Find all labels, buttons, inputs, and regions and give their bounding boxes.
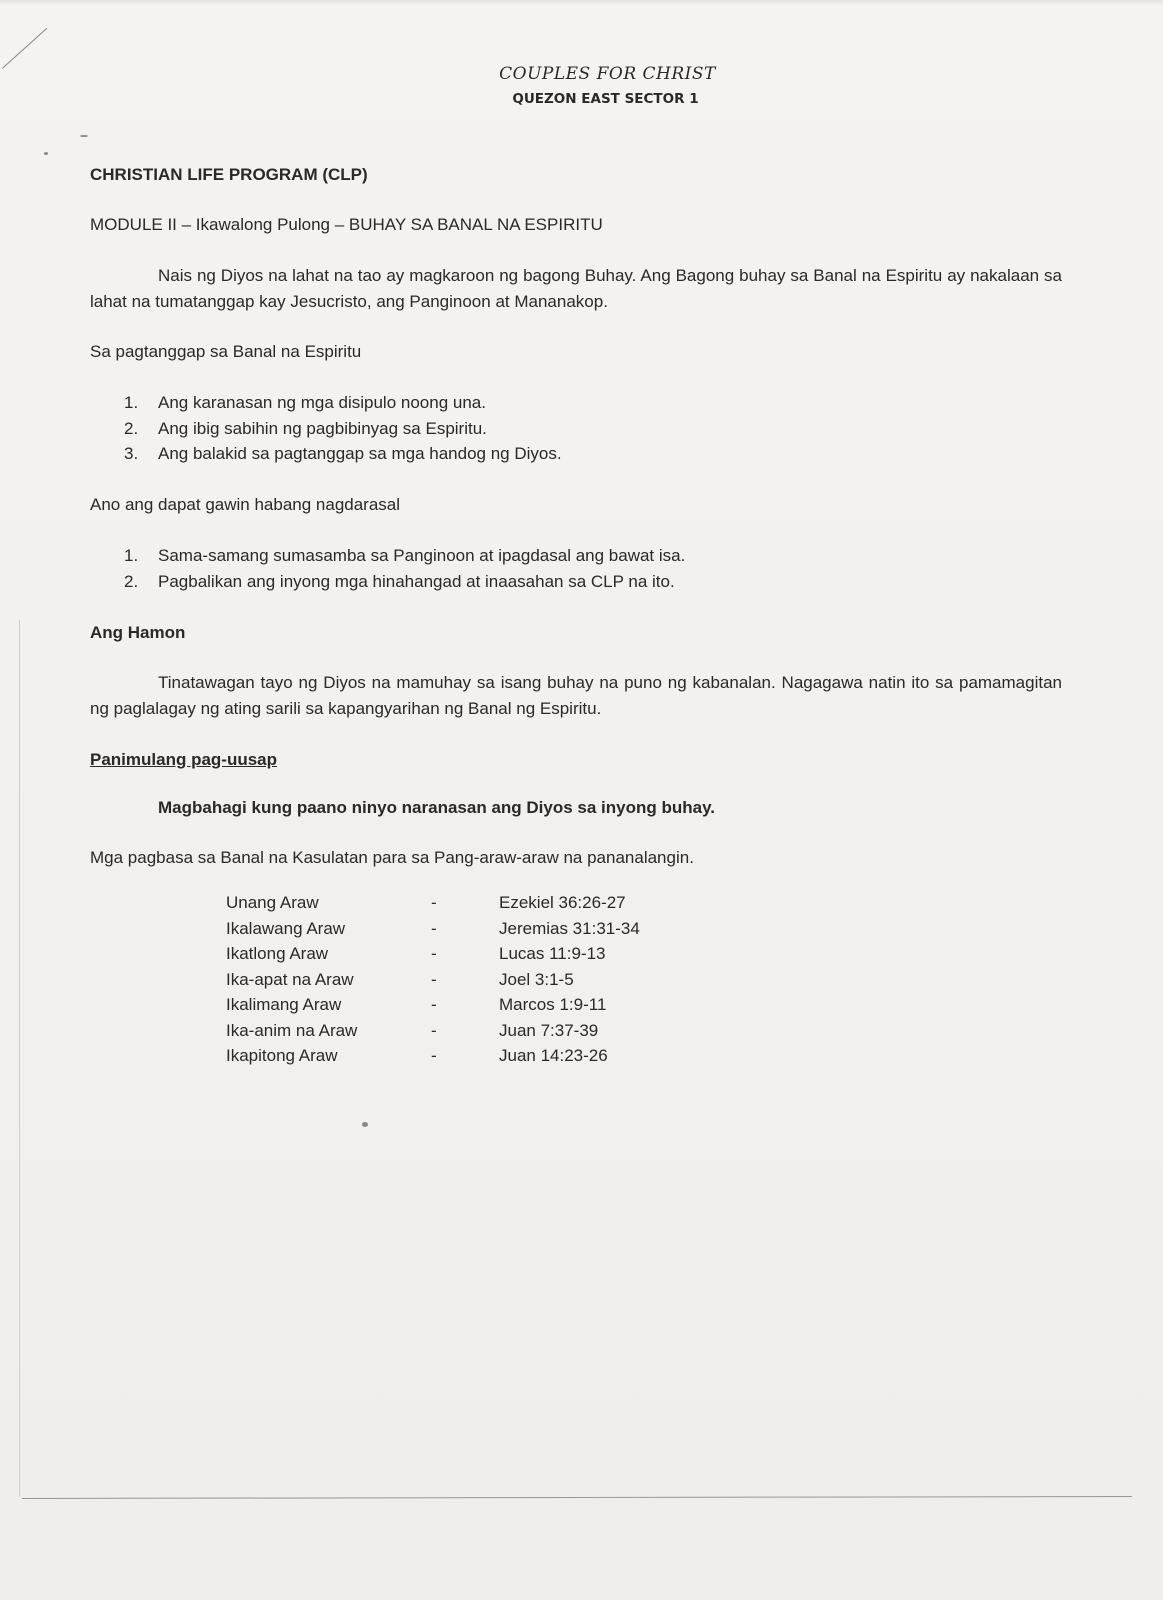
reading-row xyxy=(226,992,699,1018)
reading-dash: - xyxy=(431,995,437,1014)
scan-left-edge xyxy=(19,620,20,1496)
scan-speck xyxy=(80,135,88,137)
reading-day: Ikatlong Araw xyxy=(226,944,329,963)
module-title: MODULE II – Ikawalong Pulong – BUHAY SA BANAL NA ESPIRITU xyxy=(90,215,603,234)
list-item xyxy=(124,569,685,595)
challenge-heading: Ang Hamon xyxy=(90,623,186,642)
reading-dash: - xyxy=(431,918,437,938)
scan-top-edge xyxy=(0,0,1163,6)
reading-ref: Juan 7:37-39 xyxy=(499,1020,599,1040)
section2-heading: Ano ang dapat gawin habang nagdarasal xyxy=(90,495,401,514)
readings-table xyxy=(226,890,699,1069)
challenge-paragraph: Tinatawagan tayo ng Diyos na mamuhay sa isang buhay na puno ng kabanalan. Nagagawa natin ito sa pamamagitan ng paglalagay ng ating sarili sa kapangyarihan ng Banal ng Espiritu. xyxy=(90,673,1062,718)
section1-heading: Sa pagtanggap sa Banal na Espiritu xyxy=(90,342,362,361)
reading-row xyxy=(226,1018,699,1044)
reading-ref: Jeremias 31:31-34 xyxy=(499,918,640,938)
list-item-number: 2. xyxy=(124,418,139,438)
list-item-text: Sama-samang sumasamba sa Panginoon at ipagdasal ang bawat isa. xyxy=(158,546,686,565)
reading-dash: - xyxy=(431,893,437,912)
reading-day: Unang Araw xyxy=(226,893,319,912)
readings-intro: Mga pagbasa sa Banal na Kasulatan para sa Pang-araw-araw na pananalangin. xyxy=(90,848,694,867)
list-item-text: Ang karanasan ng mga disipulo noong una. xyxy=(158,393,486,412)
sector-name: QUEZON EAST SECTOR 1 xyxy=(512,91,699,107)
reading-dash: - xyxy=(431,1046,437,1065)
reading-row xyxy=(226,967,699,993)
list-item xyxy=(124,416,562,442)
reading-ref: Joel 3:1-5 xyxy=(499,969,574,989)
reading-dash: - xyxy=(431,1020,437,1040)
intro-paragraph: Nais ng Diyos na lahat na tao ay magkaroon ng bagong Buhay. Ang Bagong buhay sa Banal na Espiritu ay nakalaan sa lahat na tumatanggap kay Jesucristo, ang Panginoon at Mananakop. xyxy=(90,266,1062,311)
discussion-prompt: Magbahagi kung paano ninyo naranasan ang Diyos sa inyong buhay. xyxy=(158,798,715,817)
scan-corner-fold xyxy=(2,28,47,69)
reading-day: Ika-apat na Araw xyxy=(226,969,354,989)
reading-ref: Ezekiel 36:26-27 xyxy=(499,893,626,912)
reading-row xyxy=(226,941,699,967)
reading-day: Ika-anim na Araw xyxy=(226,1020,358,1040)
discussion-heading: Panimulang pag-uusap xyxy=(90,750,278,769)
list-item-text: Ang ibig sabihin ng pagbibinyag sa Espiritu. xyxy=(158,418,487,438)
section2-list xyxy=(124,543,685,594)
list-item-number: 1. xyxy=(124,393,139,412)
section1-list xyxy=(124,390,562,467)
scan-speck xyxy=(44,152,48,155)
list-item-number: 2. xyxy=(124,571,139,591)
reading-dash: - xyxy=(431,969,437,989)
program-title: CHRISTIAN LIFE PROGRAM (CLP) xyxy=(90,165,368,184)
reading-dash: - xyxy=(431,944,437,963)
scan-speck xyxy=(362,1122,368,1127)
reading-row xyxy=(226,1043,699,1069)
list-item-text: Pagbalikan ang inyong mga hinahangad at inaasahan sa CLP na ito. xyxy=(158,571,675,591)
org-name: COUPLES FOR CHRIST xyxy=(499,64,716,84)
list-item-text: Ang balakid sa pagtanggap sa mga handog ng Diyos. xyxy=(158,444,562,463)
scan-bottom-edge xyxy=(22,1496,1132,1499)
reading-ref: Juan 14:23-26 xyxy=(499,1046,608,1065)
reading-day: Ikalimang Araw xyxy=(226,995,342,1014)
list-item-number: 3. xyxy=(124,444,139,463)
reading-day: Ikalawang Araw xyxy=(226,918,346,938)
list-item xyxy=(124,390,562,416)
list-item xyxy=(124,441,562,467)
reading-row xyxy=(226,890,699,916)
reading-ref: Marcos 1:9-11 xyxy=(499,995,607,1014)
reading-row xyxy=(226,916,699,942)
reading-day: Ikapitong Araw xyxy=(226,1046,338,1065)
list-item-number: 1. xyxy=(124,546,139,565)
list-item xyxy=(124,543,685,569)
reading-ref: Lucas 11:9-13 xyxy=(499,944,606,963)
